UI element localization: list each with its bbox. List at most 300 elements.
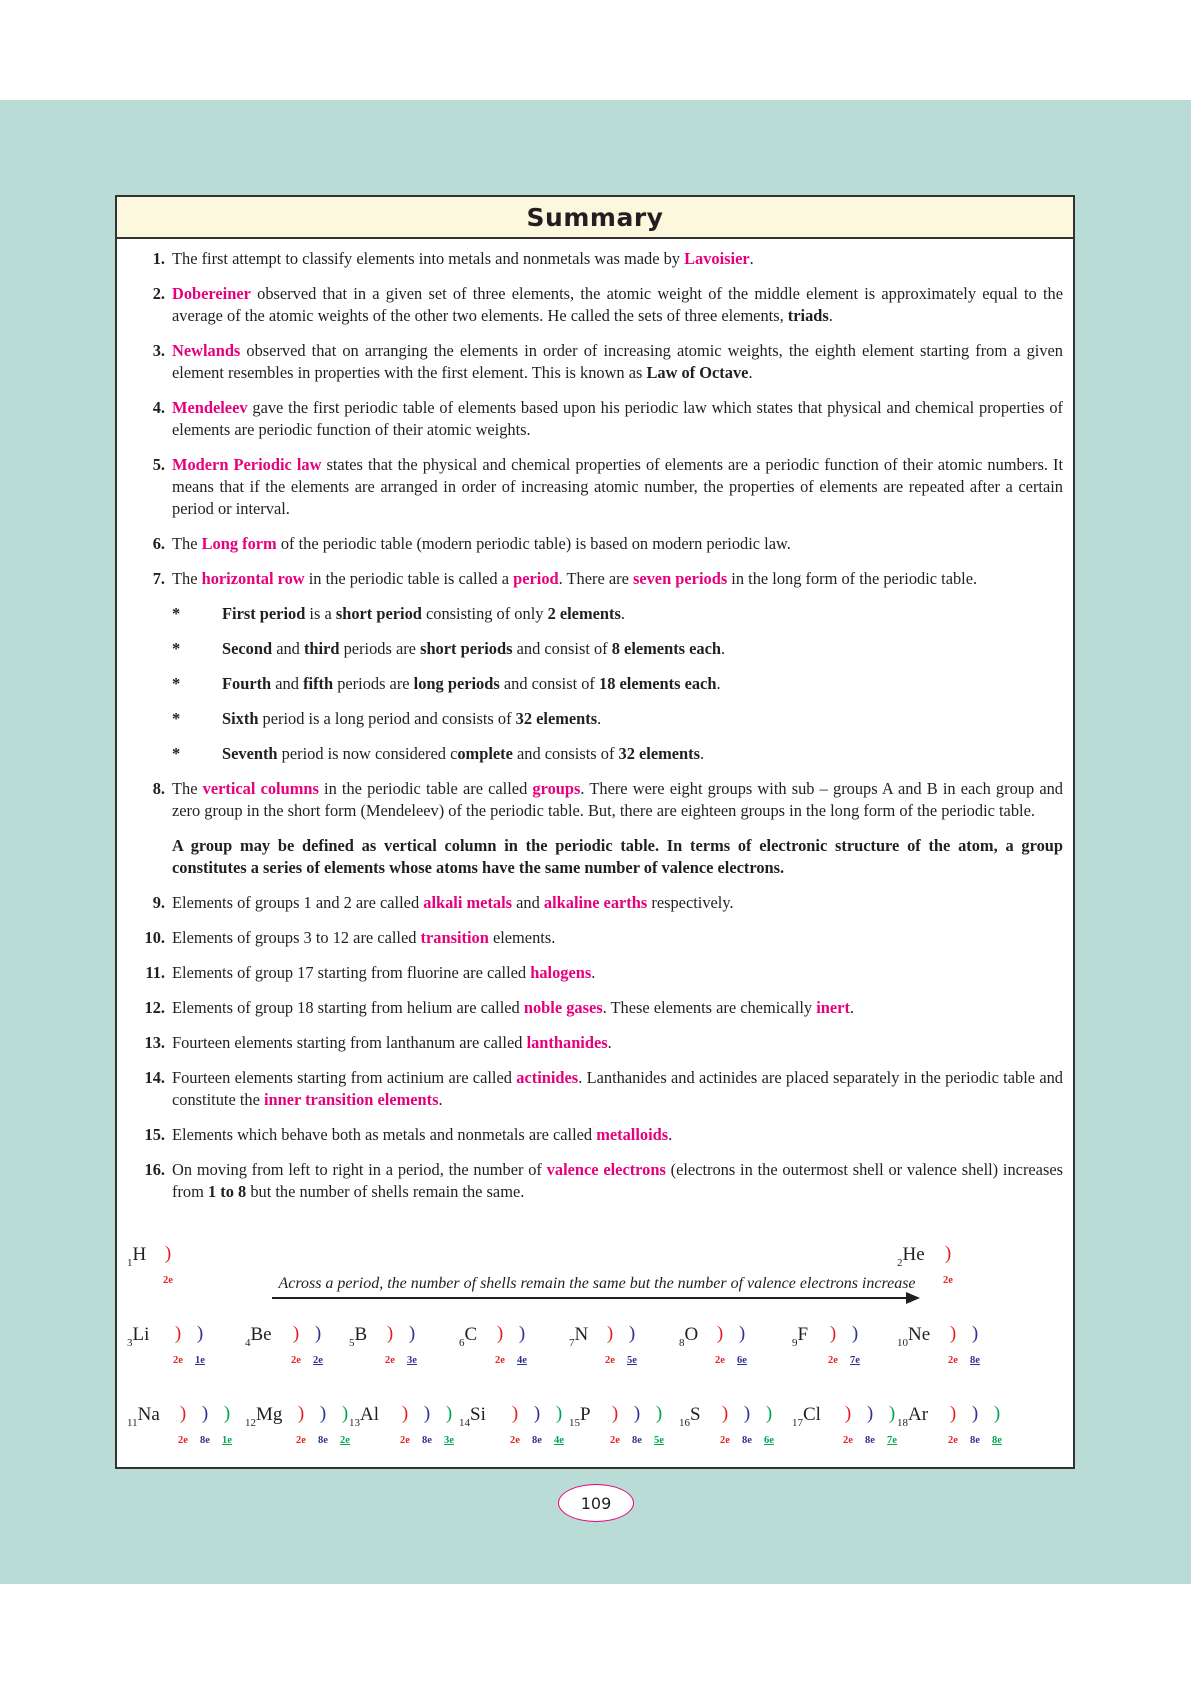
shell-bracket-icon: ) <box>888 1403 896 1424</box>
asterisk-bullet: * <box>172 674 181 693</box>
shell-bracket-icon: ) <box>851 1323 859 1344</box>
text-run: short period <box>335 604 422 623</box>
shell-bracket-icon: ) <box>496 1323 504 1344</box>
atomic-number: 5 <box>349 1337 355 1349</box>
atomic-number: 4 <box>245 1337 251 1349</box>
element-symbol <box>792 1325 808 1353</box>
sub-item <box>117 708 1073 730</box>
element-symbol <box>245 1325 272 1353</box>
shell-bracket-icon: ) <box>511 1403 519 1424</box>
item-number: 6. <box>152 534 165 553</box>
summary-item <box>117 1032 1073 1054</box>
shell-bracket-icon: ) <box>341 1403 349 1424</box>
key-term: Long form <box>201 534 277 553</box>
shell-bracket-icon: ) <box>743 1403 751 1424</box>
element-name: C <box>464 1324 478 1345</box>
shell-brackets <box>285 1323 329 1345</box>
atomic-number: 12 <box>245 1417 256 1429</box>
key-term: Dobereiner <box>172 284 251 303</box>
shell-count: 2e <box>385 1355 395 1366</box>
key-term: vertical columns <box>202 779 319 798</box>
text-run: . <box>749 249 754 268</box>
electron-configuration-diagram <box>117 1237 1073 1467</box>
shell-brackets <box>394 1403 460 1425</box>
atomic-number: 7 <box>569 1337 575 1349</box>
element-name: Li <box>132 1324 150 1345</box>
shell-counts <box>157 1275 179 1286</box>
element-symbol <box>897 1325 930 1353</box>
atomic-number: 10 <box>897 1337 908 1349</box>
key-term: groups <box>532 779 581 798</box>
shell-bracket-icon: ) <box>319 1403 327 1424</box>
period-arrow-line <box>272 1297 912 1299</box>
text-run: 18 elements each <box>599 674 717 693</box>
shell-bracket-icon: ) <box>949 1403 957 1424</box>
shell-brackets <box>942 1403 1008 1425</box>
shell-counts <box>394 1435 460 1446</box>
text-run: 1 to 8 <box>207 1182 247 1201</box>
definition-paragraph: A group may be defined as vertical column in the periodic table. In terms of electronic structure of the atom, a group constitutes a series of elements whose atoms have the same number of valence electrons. <box>172 836 1063 877</box>
text-run: Elements of groups 1 and 2 are called <box>172 893 424 912</box>
shell-count: 6e <box>764 1435 774 1446</box>
shell-bracket-icon: ) <box>555 1403 563 1424</box>
atomic-number: 15 <box>569 1417 580 1429</box>
shell-count: 2e <box>340 1435 350 1446</box>
shell-brackets <box>172 1403 238 1425</box>
element-symbol <box>127 1405 160 1433</box>
shell-bracket-icon: ) <box>655 1403 663 1424</box>
shell-count: 8e <box>318 1435 328 1446</box>
text-run: in the periodic table is called a <box>304 569 514 588</box>
shell-bracket-icon: ) <box>386 1323 394 1344</box>
shell-brackets <box>604 1403 670 1425</box>
shell-bracket-icon: ) <box>844 1403 852 1424</box>
text-run: . Lanthanides and actinides are placed separately in the periodic table and constitute the <box>172 1068 1064 1109</box>
element-symbol <box>897 1405 928 1433</box>
text-run: observed that on arranging the elements in order of increasing atomic weights, the eighth element starting from a given element resembles in properties with the first element. This is known as <box>172 341 1063 382</box>
element-symbol <box>897 1245 925 1273</box>
shell-brackets <box>837 1403 903 1425</box>
key-term: Newlands <box>172 341 241 360</box>
shell-brackets <box>599 1323 643 1345</box>
item-number: 12. <box>144 998 165 1017</box>
shell-bracket-icon: ) <box>292 1323 300 1344</box>
shell-count: 7e <box>887 1435 897 1446</box>
shell-count: 2e <box>291 1355 301 1366</box>
summary-item <box>117 1067 1073 1111</box>
text-run: in the periodic table are called <box>318 779 533 798</box>
shell-brackets <box>379 1323 423 1345</box>
shell-count: 8e <box>200 1435 210 1446</box>
key-term: noble gases <box>523 998 603 1017</box>
text-run: of the periodic table (modern periodic table) is based on modern periodic law. <box>276 534 791 553</box>
text-run: and <box>271 674 304 693</box>
shell-brackets <box>822 1323 866 1345</box>
shell-bracket-icon: ) <box>866 1403 874 1424</box>
text-run: but the number of shells remain the same. <box>246 1182 525 1201</box>
shell-brackets <box>942 1323 986 1345</box>
element-symbol <box>245 1405 282 1433</box>
shell-count: 8e <box>970 1435 980 1446</box>
text-run: Seventh <box>222 744 278 763</box>
shell-count: 2e <box>715 1355 725 1366</box>
atomic-number: 3 <box>127 1337 133 1349</box>
atomic-number: 2 <box>897 1257 903 1269</box>
text-run: . These elements are chemically <box>602 998 817 1017</box>
shell-count: 5e <box>654 1435 664 1446</box>
element-name: Ar <box>908 1404 929 1425</box>
element-symbol <box>569 1405 591 1433</box>
key-term: inert <box>816 998 850 1017</box>
summary-title: Summary <box>526 202 664 232</box>
sub-item <box>117 743 1073 765</box>
shell-count: 2e <box>828 1355 838 1366</box>
atomic-number: 6 <box>459 1337 465 1349</box>
item-number: 7. <box>152 569 165 588</box>
asterisk-bullet: * <box>172 709 181 728</box>
key-term: halogens <box>530 963 592 982</box>
shell-counts <box>942 1355 986 1366</box>
item-number: 9. <box>152 893 165 912</box>
key-term: Mendeleev <box>172 398 248 417</box>
text-run: period is a long period and consists of <box>258 709 516 728</box>
shell-bracket-icon: ) <box>829 1323 837 1344</box>
shell-bracket-icon: ) <box>721 1403 729 1424</box>
text-run: 32 elements <box>515 709 598 728</box>
shell-bracket-icon: ) <box>633 1403 641 1424</box>
text-run: and consist of <box>512 639 612 658</box>
text-run: Elements of group 18 starting from helium are called <box>172 998 524 1017</box>
shell-bracket-icon: ) <box>611 1403 619 1424</box>
shell-count: 8e <box>992 1435 1002 1446</box>
shell-count: 2e <box>510 1435 520 1446</box>
text-run: Fourteen elements starting from actinium are called <box>172 1068 517 1087</box>
element-symbol <box>792 1405 821 1433</box>
shell-count: 2e <box>163 1275 173 1286</box>
text-run: fifth <box>303 674 334 693</box>
key-term: valence electrons <box>546 1160 666 1179</box>
shell-count: 2e <box>173 1355 183 1366</box>
element-symbol <box>127 1245 146 1273</box>
shell-counts <box>167 1355 211 1366</box>
shell-brackets <box>709 1323 753 1345</box>
shell-bracket-icon: ) <box>196 1323 204 1344</box>
shell-brackets <box>489 1323 533 1345</box>
shell-count: 2e <box>178 1435 188 1446</box>
element-symbol <box>349 1405 379 1433</box>
shell-counts <box>379 1355 423 1366</box>
item-number: 3. <box>152 341 165 360</box>
element-symbol <box>569 1325 588 1353</box>
shell-count: 2e <box>948 1355 958 1366</box>
element-name: H <box>132 1244 147 1265</box>
element-name: O <box>684 1324 699 1345</box>
item-number: 5. <box>152 455 165 474</box>
text-run: periods are <box>333 674 414 693</box>
text-run: periods are <box>339 639 421 658</box>
text-run: respectively. <box>647 893 734 912</box>
arrow-caption: Across a period, the number of shells remain the same but the number of valence electrons increase <box>278 1275 916 1292</box>
element-name: Ne <box>908 1324 931 1345</box>
element-name: S <box>690 1404 701 1425</box>
text-run: . There are <box>558 569 633 588</box>
text-run: . <box>438 1090 443 1109</box>
text-run: Elements which behave both as metals and nonmetals are called <box>172 1125 597 1144</box>
item-number: 10. <box>144 928 165 947</box>
sub-item <box>117 638 1073 660</box>
arrow-right-icon <box>906 1292 920 1304</box>
shell-brackets <box>290 1403 356 1425</box>
text-run: Sixth <box>222 709 259 728</box>
shell-counts <box>942 1435 1008 1446</box>
summary-item <box>117 1159 1073 1203</box>
text-run: and <box>512 893 544 912</box>
shell-count: 7e <box>850 1355 860 1366</box>
element-name: N <box>574 1324 589 1345</box>
asterisk-bullet: * <box>172 604 181 623</box>
shell-count: 4e <box>517 1355 527 1366</box>
text-run: and <box>272 639 304 658</box>
text-run: Second <box>222 639 273 658</box>
key-term: period <box>513 569 559 588</box>
text-run: On moving from left to right in a period, the number of <box>172 1160 547 1179</box>
text-run: 2 elements <box>547 604 621 623</box>
summary-item <box>117 340 1073 384</box>
shell-count: 2e <box>948 1435 958 1446</box>
shell-bracket-icon: ) <box>401 1403 409 1424</box>
text-run: . <box>620 604 625 623</box>
summary-title-bar <box>117 197 1073 239</box>
text-run: Fourth <box>222 674 272 693</box>
shell-count: 8e <box>742 1435 752 1446</box>
element-name: He <box>902 1244 925 1265</box>
text-run: 8 elements each <box>611 639 721 658</box>
summary-list <box>117 248 1073 1216</box>
element-name: Cl <box>803 1404 821 1425</box>
text-run: . <box>721 639 726 658</box>
shell-counts <box>599 1355 643 1366</box>
text-run: First period <box>222 604 306 623</box>
summary-item <box>117 927 1073 949</box>
shell-counts <box>714 1435 780 1446</box>
summary-item <box>117 892 1073 914</box>
key-term: inner transition elements <box>263 1090 439 1109</box>
sub-item <box>117 603 1073 625</box>
shell-bracket-icon: ) <box>201 1403 209 1424</box>
text-run: is a <box>305 604 336 623</box>
text-run: period is now considered c <box>277 744 458 763</box>
shell-bracket-icon: ) <box>423 1403 431 1424</box>
item-number: 15. <box>144 1125 165 1144</box>
shell-count: 8e <box>422 1435 432 1446</box>
shell-counts <box>937 1275 959 1286</box>
item-number: 16. <box>144 1160 165 1179</box>
summary-item <box>117 454 1073 520</box>
shell-count: 1e <box>195 1355 205 1366</box>
shell-count: 3e <box>444 1435 454 1446</box>
shell-bracket-icon: ) <box>445 1403 453 1424</box>
element-symbol <box>459 1325 477 1353</box>
shell-count: 8e <box>970 1355 980 1366</box>
text-run: . <box>591 963 596 982</box>
shell-bracket-icon: ) <box>949 1323 957 1344</box>
atomic-number: 18 <box>897 1417 908 1429</box>
key-term: metalloids <box>596 1125 669 1144</box>
shell-count: 2e <box>495 1355 505 1366</box>
element-symbol <box>349 1325 367 1353</box>
summary-item <box>117 997 1073 1019</box>
atomic-number: 9 <box>792 1337 798 1349</box>
shell-count: 5e <box>627 1355 637 1366</box>
asterisk-bullet: * <box>172 744 181 763</box>
text-run: elements. <box>488 928 556 947</box>
text-run: and consists of <box>512 744 619 763</box>
key-term: horizontal row <box>201 569 305 588</box>
element-name: Si <box>470 1404 486 1425</box>
text-run: long periods <box>413 674 500 693</box>
shell-brackets <box>937 1243 959 1265</box>
shell-bracket-icon: ) <box>628 1323 636 1344</box>
shell-count: 2e <box>720 1435 730 1446</box>
summary-box <box>115 195 1075 1469</box>
element-symbol <box>679 1405 701 1433</box>
text-run: observed that in a given set of three elements, the atomic weight of the middle element is approximately equal to the average of the atomic weights of the other two elements. He called the sets of three elements, <box>172 284 1063 325</box>
element-name: Na <box>137 1404 160 1425</box>
shell-count: 2e <box>605 1355 615 1366</box>
text-run: states that the physical and chemical properties of elements are a periodic function of their atomic numbers. It means that if the elements are arranged in order of increasing atomic number, the properties of elements are repeated after a certain period or interval. <box>172 455 1064 518</box>
shell-counts <box>504 1435 570 1446</box>
shell-brackets <box>504 1403 570 1425</box>
shell-bracket-icon: ) <box>716 1323 724 1344</box>
atomic-number: 16 <box>679 1417 690 1429</box>
shell-count: 4e <box>554 1435 564 1446</box>
shell-bracket-icon: ) <box>174 1323 182 1344</box>
shell-bracket-icon: ) <box>408 1323 416 1344</box>
text-run: . <box>828 306 833 325</box>
element-name: Mg <box>256 1404 283 1425</box>
text-run: short periods <box>420 639 513 658</box>
shell-bracket-icon: ) <box>164 1243 172 1264</box>
shell-count: 8e <box>632 1435 642 1446</box>
shell-bracket-icon: ) <box>993 1403 1001 1424</box>
element-name: F <box>797 1324 809 1345</box>
text-run: . <box>849 998 855 1017</box>
atomic-number: 17 <box>792 1417 803 1429</box>
shell-counts <box>604 1435 670 1446</box>
shell-count: 6e <box>737 1355 747 1366</box>
summary-item <box>117 533 1073 555</box>
element-name: B <box>354 1324 368 1345</box>
shell-count: 1e <box>222 1435 232 1446</box>
shell-bracket-icon: ) <box>314 1323 322 1344</box>
shell-bracket-icon: ) <box>223 1403 231 1424</box>
summary-item <box>117 962 1073 984</box>
shell-count: 8e <box>532 1435 542 1446</box>
atomic-number: 11 <box>127 1417 138 1429</box>
sub-item <box>117 673 1073 695</box>
asterisk-bullet: * <box>172 639 181 658</box>
shell-count: 2e <box>400 1435 410 1446</box>
key-term: Modern Periodic law <box>172 455 322 474</box>
text-run: Law of Octave <box>646 363 749 382</box>
summary-item <box>117 248 1073 270</box>
item-number: 13. <box>144 1033 165 1052</box>
item-number: 8. <box>152 779 165 798</box>
element-symbol <box>679 1325 698 1353</box>
key-term: lanthanides <box>526 1033 608 1052</box>
text-run: consisting of only <box>421 604 548 623</box>
atomic-number: 13 <box>349 1417 360 1429</box>
key-term: actinides <box>516 1068 579 1087</box>
shell-counts <box>709 1355 753 1366</box>
atomic-number: 14 <box>459 1417 470 1429</box>
key-term: alkali metals <box>423 893 513 912</box>
shell-bracket-icon: ) <box>179 1403 187 1424</box>
shell-bracket-icon: ) <box>297 1403 305 1424</box>
text-run: . <box>700 744 705 763</box>
text-run: third <box>303 639 340 658</box>
shell-brackets <box>157 1243 179 1265</box>
atomic-number: 1 <box>127 1257 133 1269</box>
shell-bracket-icon: ) <box>606 1323 614 1344</box>
item-number: 14. <box>144 1068 165 1087</box>
summary-item <box>117 397 1073 441</box>
shell-bracket-icon: ) <box>738 1323 746 1344</box>
text-run: gave the first periodic table of elements based upon his periodic law which states that physical and chemical properties of elements are periodic function of their atomic weights. <box>172 398 1063 439</box>
shell-counts <box>290 1435 356 1446</box>
text-run: Elements of groups 3 to 12 are called <box>172 928 421 947</box>
text-run: The <box>172 569 202 588</box>
summary-item <box>117 778 1073 822</box>
element-symbol <box>459 1405 486 1433</box>
page-number: 109 <box>558 1484 634 1522</box>
text-run: 32 elements <box>618 744 700 763</box>
shell-count: 2e <box>610 1435 620 1446</box>
text-run: The <box>172 534 202 553</box>
shell-count: 2e <box>313 1355 323 1366</box>
text-run: in the long form of the periodic table. <box>727 569 978 588</box>
text-run: and consist of <box>499 674 599 693</box>
text-run: (electrons in the outermost shell or valence shell) increases from <box>172 1160 1063 1201</box>
shell-counts <box>489 1355 533 1366</box>
item-number: 4. <box>152 398 165 417</box>
key-term: transition <box>420 928 489 947</box>
text-run: . <box>597 709 602 728</box>
text-run: . <box>716 674 721 693</box>
text-run: Elements of group 17 starting from fluorine are called <box>172 963 531 982</box>
atomic-number: 8 <box>679 1337 685 1349</box>
shell-count: 8e <box>865 1435 875 1446</box>
shell-bracket-icon: ) <box>765 1403 773 1424</box>
shell-counts <box>822 1355 866 1366</box>
shell-counts <box>837 1435 903 1446</box>
text-run: The <box>172 779 203 798</box>
text-run: . <box>748 363 753 382</box>
element-symbol <box>127 1325 149 1353</box>
text-run: The first attempt to classify elements into metals and nonmetals was made by <box>172 249 685 268</box>
summary-item <box>117 1124 1073 1146</box>
shell-bracket-icon: ) <box>518 1323 526 1344</box>
shell-count: 3e <box>407 1355 417 1366</box>
shell-bracket-icon: ) <box>971 1323 979 1344</box>
shell-count: 2e <box>843 1435 853 1446</box>
summary-item <box>117 283 1073 327</box>
text-run: omplete <box>457 744 513 763</box>
text-run: . <box>607 1033 612 1052</box>
text-run: Fourteen elements starting from lanthanum are called <box>172 1033 527 1052</box>
shell-brackets <box>714 1403 780 1425</box>
item-number: 2. <box>152 284 165 303</box>
